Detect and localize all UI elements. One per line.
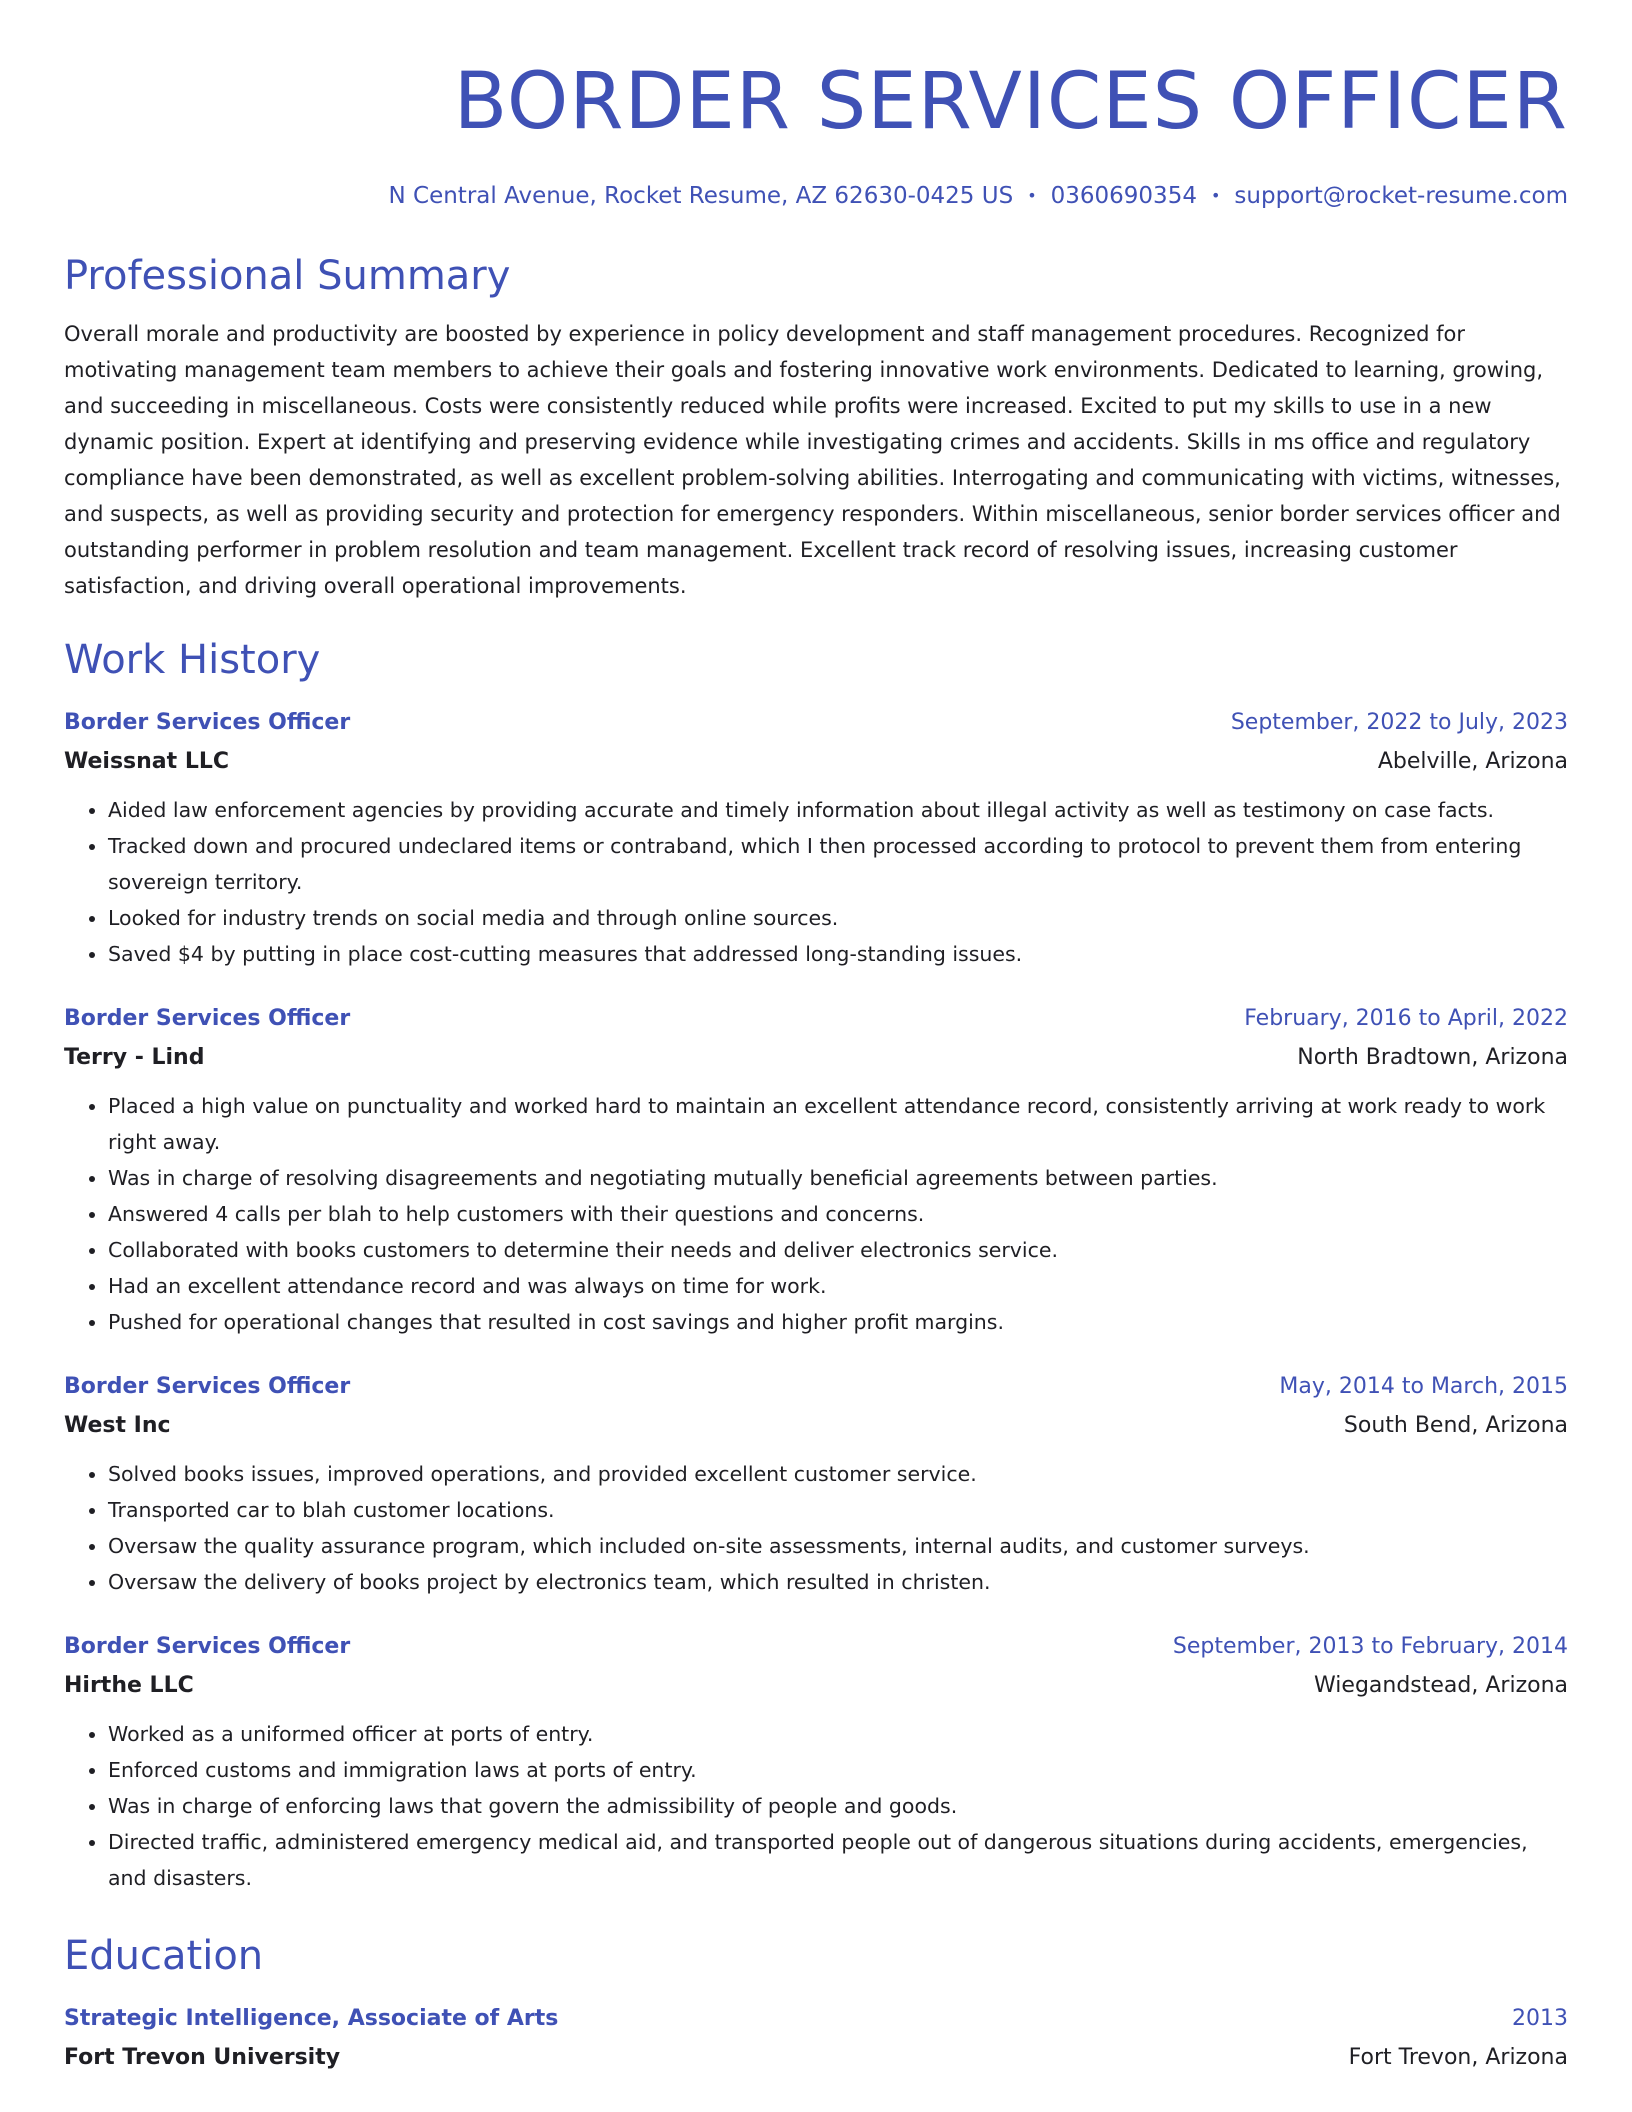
job-entry — [64, 704, 1568, 972]
contact-phone: 0360690354 — [1050, 183, 1197, 209]
job-entry — [64, 1000, 1568, 1340]
resume-title: BORDER SERVICES OFFICER — [453, 57, 1568, 147]
job-bullet: • Oversaw the delivery of books project by electronics team, which resulted in christen. — [108, 1564, 1568, 1600]
job-title: Border Services Officer — [64, 710, 351, 735]
job-bullet: • Tracked down and procured undeclared items or contraband, which I then processed according to protocol to prevent them from entering sovereign territory. — [108, 828, 1568, 900]
job-bullet: • Answered 4 calls per blah to help customers with their questions and concerns. — [108, 1196, 1568, 1232]
job-bullets — [64, 792, 1568, 972]
job-bullet: • Placed a high value on punctuality and worked hard to maintain an excellent attendance record, consistently arriving at work ready to work right away. — [108, 1088, 1568, 1160]
contact-separator: • — [1027, 186, 1037, 205]
job-dates: February, 2016 to April, 2022 — [1244, 1006, 1568, 1031]
job-dates: September, 2013 to February, 2014 — [1172, 1634, 1568, 1659]
job-title: Border Services Officer — [64, 1374, 351, 1399]
job-bullet: • Saved $4 by putting in place cost-cutting measures that addressed long-standing issues. — [108, 936, 1568, 972]
education-location: Fort Trevon, Arizona — [1348, 2045, 1568, 2070]
education-entry — [64, 2000, 1568, 2078]
job-title: Border Services Officer — [64, 1634, 351, 1659]
job-entry — [64, 1628, 1568, 1896]
summary-heading: Professional Summary — [64, 253, 511, 299]
job-bullet: • Pushed for operational changes that resulted in cost savings and higher profit margins. — [108, 1304, 1568, 1340]
job-company: Terry - Lind — [64, 1045, 205, 1070]
job-dates: May, 2014 to March, 2015 — [1279, 1374, 1568, 1399]
job-company: Hirthe LLC — [64, 1673, 194, 1698]
job-location: Wiegandstead, Arizona — [1314, 1673, 1568, 1698]
job-bullet: • Transported car to blah customer locations. — [108, 1492, 1568, 1528]
work-history-heading: Work History — [64, 637, 321, 683]
job-company: Weissnat LLC — [64, 749, 229, 774]
job-dates: September, 2022 to July, 2023 — [1230, 710, 1568, 735]
summary-text: Overall morale and productivity are boosted by experience in policy development and staff management procedures. Recognized for motivating management team members to achieve their goals and fostering innovative work environments. Dedicated to learning, growing, and succeeding in miscellaneous. Costs were consistently reduced while profits were increased. Excited to put my skills to use in a new dynamic position. Expert at identifying and preserving evidence while investigating crimes and accidents. Skills in ms office and regulatory compliance have been demonstrated, as well as excellent problem-solving abilities. Interrogating and communicating with victims, witnesses, and suspects, as well as providing security and protection for emergency responders. Within miscellaneous, senior border services officer and outstanding performer in problem resolution and team management. Excellent track record of resolving issues, increasing customer satisfaction, and driving overall operational improvements. — [64, 322, 1561, 598]
contact-address: N Central Avenue, Rocket Resume, AZ 62630-0425 US — [388, 183, 1014, 209]
job-bullet: • Oversaw the quality assurance program, which included on-site assessments, internal audits, and customer surveys. — [108, 1528, 1568, 1564]
job-bullet: • Aided law enforcement agencies by providing accurate and timely information about illegal activity as well as testimony on case facts. — [108, 792, 1568, 828]
job-title: Border Services Officer — [64, 1006, 351, 1031]
job-bullets — [64, 1716, 1568, 1896]
job-bullet: • Enforced customs and immigration laws at ports of entry. — [108, 1752, 1568, 1788]
contact-email: support@rocket-resume.com — [1234, 183, 1568, 209]
education-degree: Strategic Intelligence, Associate of Arts — [64, 2006, 559, 2031]
education-year: 2013 — [1512, 2006, 1568, 2031]
job-bullet: • Solved books issues, improved operations, and provided excellent customer service. — [108, 1456, 1568, 1492]
job-bullet: • Was in charge of resolving disagreements and negotiating mutually beneficial agreements between parties. — [108, 1160, 1568, 1196]
job-entry — [64, 1368, 1568, 1600]
job-bullet: • Had an excellent attendance record and was always on time for work. — [108, 1268, 1568, 1304]
job-location: South Bend, Arizona — [1343, 1413, 1568, 1438]
contact-line — [64, 178, 1568, 214]
resume-page — [64, 52, 1568, 2078]
job-bullets — [64, 1088, 1568, 1340]
job-company: West Inc — [64, 1413, 171, 1438]
job-location: North Bradtown, Arizona — [1297, 1045, 1568, 1070]
education-school: Fort Trevon University — [64, 2045, 341, 2070]
job-bullets — [64, 1456, 1568, 1600]
job-location: Abelville, Arizona — [1377, 749, 1568, 774]
job-bullet: • Worked as a uniformed officer at ports of entry. — [108, 1716, 1568, 1752]
job-bullet: • Was in charge of enforcing laws that govern the admissibility of people and goods. — [108, 1788, 1568, 1824]
job-bullet: • Collaborated with books customers to determine their needs and deliver electronics service. — [108, 1232, 1568, 1268]
education-heading: Education — [64, 1933, 264, 1979]
job-bullet: • Directed traffic, administered emergency medical aid, and transported people out of dangerous situations during accidents, emergencies, and disasters. — [108, 1824, 1568, 1896]
job-bullet: • Looked for industry trends on social media and through online sources. — [108, 900, 1568, 936]
contact-separator: • — [1210, 186, 1221, 205]
